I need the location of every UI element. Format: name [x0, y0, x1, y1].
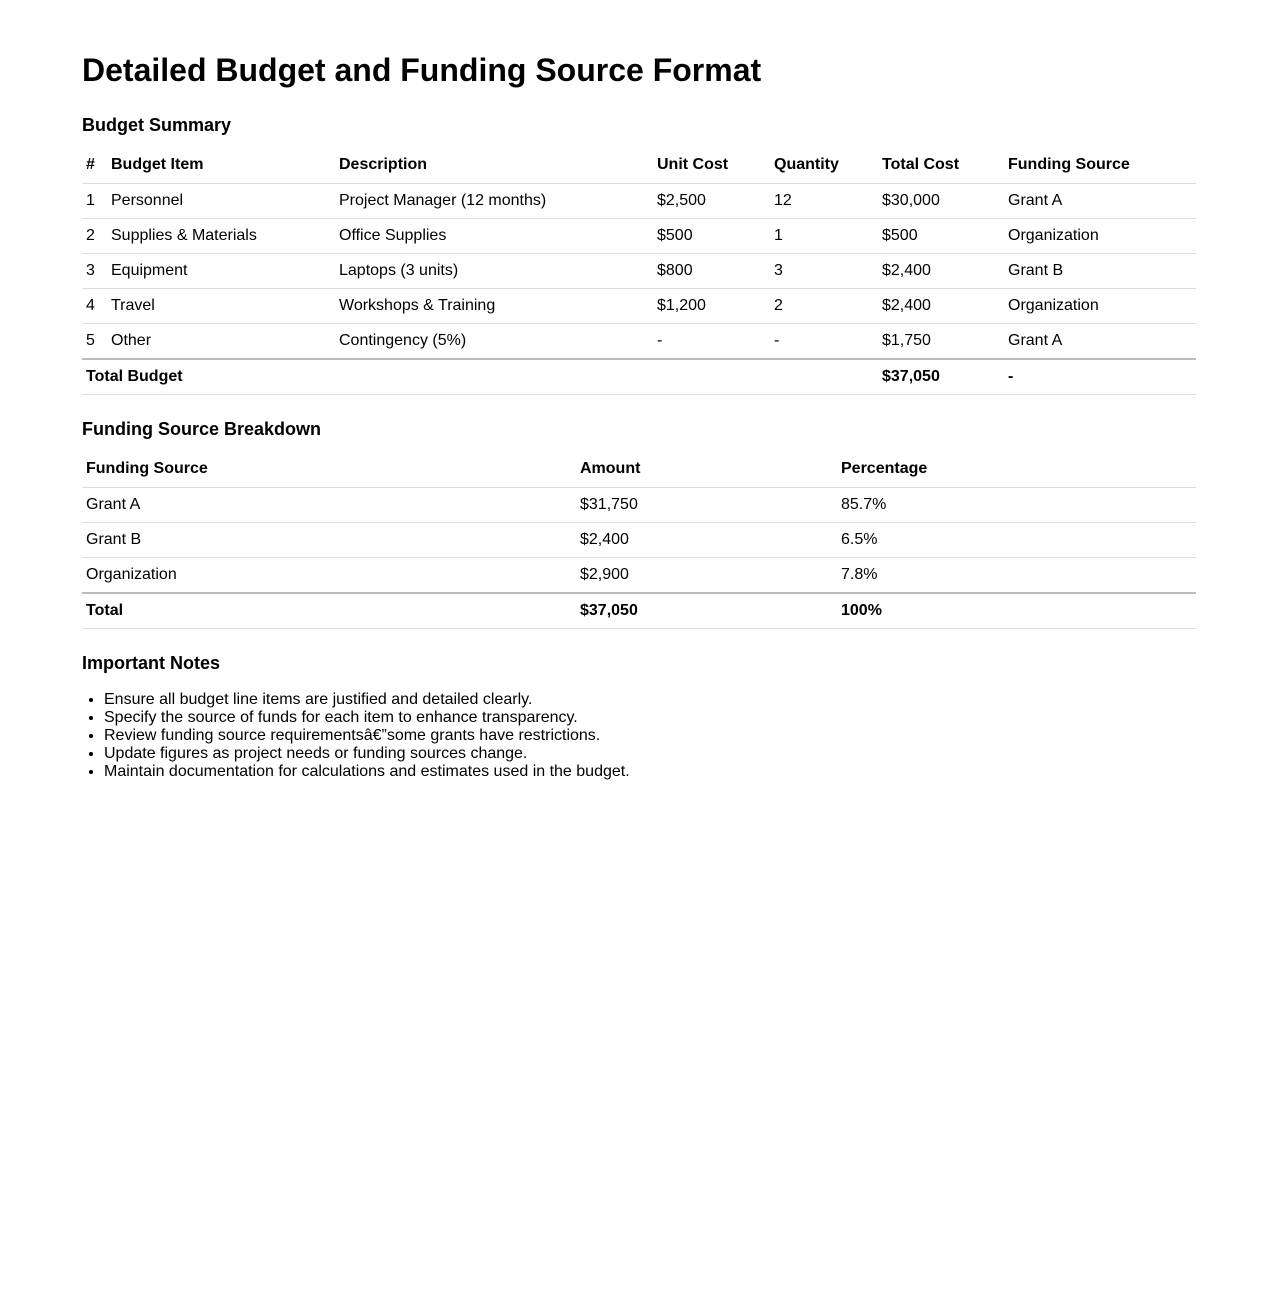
column-header: Budget Item [107, 147, 335, 184]
table-cell: 3 [770, 254, 878, 289]
table-cell: Travel [107, 289, 335, 324]
table-cell: Contingency (5%) [335, 324, 653, 360]
table-cell: Organization [1004, 219, 1196, 254]
column-header: Unit Cost [653, 147, 770, 184]
table-cell: 6.5% [837, 523, 1196, 558]
table-cell: Organization [82, 558, 576, 594]
funding-total-amount: $37,050 [576, 593, 837, 629]
column-header: Funding Source [1004, 147, 1196, 184]
table-cell: Personnel [107, 184, 335, 219]
table-row [82, 219, 1196, 254]
list-item: • Ensure all budget line items are justified and detailed clearly. [104, 691, 1196, 709]
table-cell: 7.8% [837, 558, 1196, 594]
funding-total-row [82, 593, 1196, 629]
table-cell: 4 [82, 289, 107, 324]
table-cell: $1,750 [878, 324, 1004, 360]
total-budget-label: Total Budget [82, 359, 878, 395]
funding-breakdown-heading: Funding Source Breakdown [82, 419, 322, 439]
funding-total-label: Total [82, 593, 576, 629]
table-cell: 2 [770, 289, 878, 324]
table-cell: - [653, 324, 770, 360]
notes-heading: Important Notes [82, 653, 221, 673]
table-cell: 85.7% [837, 488, 1196, 523]
table-cell: 12 [770, 184, 878, 219]
table-row [82, 254, 1196, 289]
column-header: Funding Source [82, 451, 576, 488]
table-cell: 1 [82, 184, 107, 219]
column-header: Percentage [837, 451, 1196, 488]
table-row [82, 184, 1196, 219]
total-budget-row [82, 359, 1196, 395]
table-cell: $1,200 [653, 289, 770, 324]
table-cell: $31,750 [576, 488, 837, 523]
page-title: Detailed Budget and Funding Source Format [82, 52, 762, 88]
column-header: Quantity [770, 147, 878, 184]
list-item: • Specify the source of funds for each item to enhance transparency. [104, 709, 1196, 727]
table-cell: Grant A [1004, 324, 1196, 360]
table-cell: $800 [653, 254, 770, 289]
funding-breakdown-table [82, 451, 1196, 629]
column-header: Amount [576, 451, 837, 488]
table-row [82, 324, 1196, 360]
table-cell: Office Supplies [335, 219, 653, 254]
list-item: • Maintain documentation for calculations and estimates used in the budget. [104, 763, 1196, 781]
table-cell: $500 [878, 219, 1004, 254]
table-cell: $2,400 [576, 523, 837, 558]
table-cell: Project Manager (12 months) [335, 184, 653, 219]
table-cell: 2 [82, 219, 107, 254]
list-item: • Review funding source requirementsâ€”some grants have restrictions. [104, 727, 1196, 745]
table-cell: Grant A [82, 488, 576, 523]
table-cell: $500 [653, 219, 770, 254]
table-cell: Equipment [107, 254, 335, 289]
table-cell: 3 [82, 254, 107, 289]
column-header: # [82, 147, 107, 184]
table-cell: $2,400 [878, 254, 1004, 289]
table-cell: Supplies & Materials [107, 219, 335, 254]
funding-header-row [82, 451, 1196, 488]
table-cell: - [770, 324, 878, 360]
column-header: Total Cost [878, 147, 1004, 184]
table-cell: $30,000 [878, 184, 1004, 219]
table-cell: $2,900 [576, 558, 837, 594]
table-row [82, 488, 1196, 523]
funding-total-percentage: 100% [837, 593, 1196, 629]
table-row [82, 523, 1196, 558]
table-cell: Grant B [1004, 254, 1196, 289]
notes-list [82, 691, 1196, 781]
total-budget-cost: $37,050 [878, 359, 1004, 395]
table-cell: $2,400 [878, 289, 1004, 324]
list-item: • Update figures as project needs or funding sources change. [104, 745, 1196, 763]
budget-summary-table [82, 147, 1196, 395]
total-budget-funding-source: - [1004, 359, 1196, 395]
table-cell: 1 [770, 219, 878, 254]
table-cell: Grant A [1004, 184, 1196, 219]
table-cell: Laptops (3 units) [335, 254, 653, 289]
budget-header-row [82, 147, 1196, 184]
column-header: Description [335, 147, 653, 184]
table-cell: Grant B [82, 523, 576, 558]
table-cell: Other [107, 324, 335, 360]
table-cell: Organization [1004, 289, 1196, 324]
table-row [82, 289, 1196, 324]
table-cell: $2,500 [653, 184, 770, 219]
table-cell: 5 [82, 324, 107, 360]
table-row [82, 558, 1196, 594]
table-cell: Workshops & Training [335, 289, 653, 324]
budget-summary-heading: Budget Summary [82, 115, 232, 135]
